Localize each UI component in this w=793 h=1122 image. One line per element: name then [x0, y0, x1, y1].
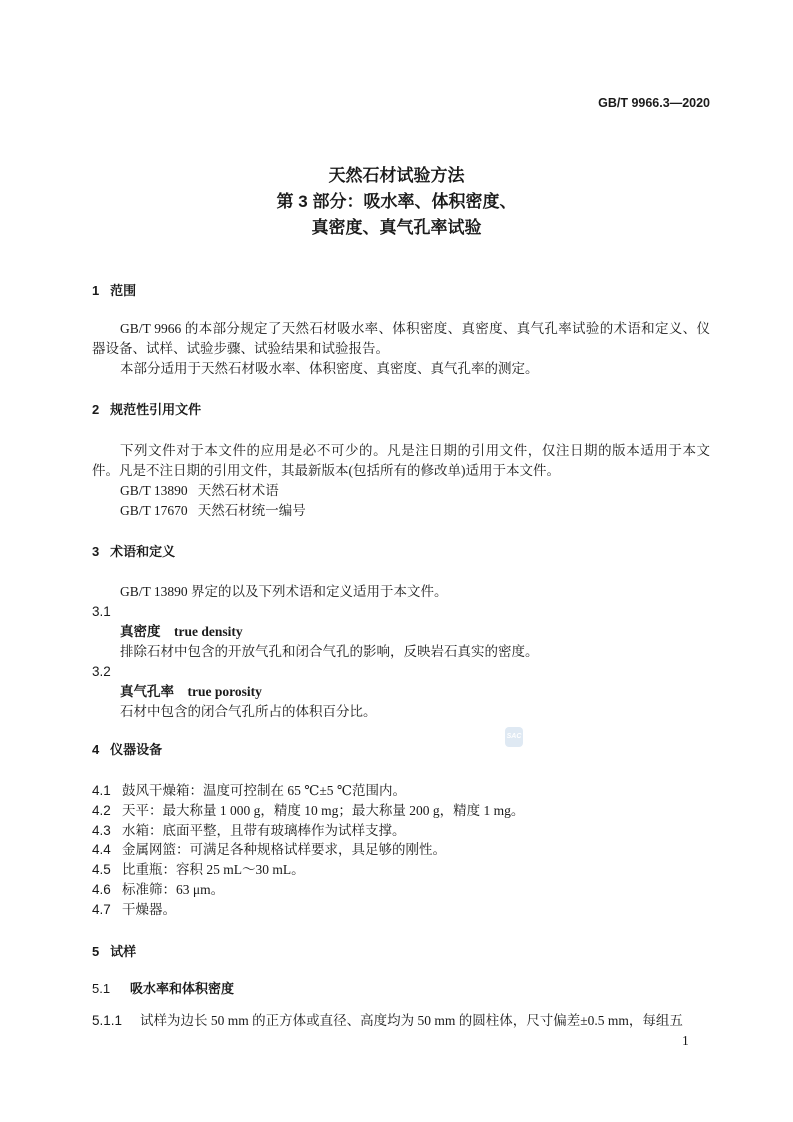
item-number: 4.6 [92, 882, 111, 897]
section-1-heading [92, 281, 136, 301]
section-title: 试样 [110, 944, 137, 959]
section-2-heading [92, 400, 201, 420]
subsection-heading [92, 979, 234, 999]
item-text: 干燥器。 [122, 901, 176, 917]
equipment-item [92, 860, 305, 880]
section-title: 范围 [110, 283, 137, 298]
reference-item [120, 501, 306, 521]
equipment-item [92, 821, 406, 841]
sac-watermark-logo: SAC [505, 727, 523, 747]
section-title: 术语和定义 [110, 544, 176, 559]
title-line-1: 天然石材试验方法 [328, 166, 465, 185]
subsection-number: 5.1 [92, 981, 111, 996]
clause-text: 试样为边长 50 mm 的正方体或直径、高度均为 50 mm 的圆柱体，尺寸偏差±0.5 mm，每组五 [140, 1013, 683, 1028]
subsection-title: 吸水率和体积密度 [130, 981, 235, 996]
item-text: 天平：最大称量 1 000 g，精度 10 mg；最大称量 200 g，精度 1 mg。 [122, 802, 525, 818]
reference-code: GB/T 17670 [120, 503, 188, 518]
paragraph: 本部分适用于天然石材吸水率、体积密度、真密度、真气孔率的测定。 [120, 361, 539, 376]
term-definition: 排除石材中包含的开放气孔和闭合气孔的影响，反映岩石真实的密度。 [120, 644, 539, 659]
term-en: true porosity [187, 684, 262, 699]
item-text: 标准筛：63 μm。 [122, 882, 225, 897]
clause [92, 1011, 683, 1031]
item-text: 鼓风干燥箱：温度可控制在 65 ℃±5 ℃范围内。 [122, 783, 406, 798]
title-line-2: 第 3 部分：吸水率、体积密度、 [276, 192, 517, 211]
paragraph: GB/T 13890 界定的以及下列术语和定义适用于本文件。 [120, 584, 448, 599]
reference-title: 天然石材统一编号 [197, 503, 306, 518]
term-number: 3.2 [92, 664, 111, 679]
equipment-item [92, 840, 446, 860]
standard-number: GB/T 9966.3—2020 [598, 96, 710, 110]
term-name [120, 622, 243, 642]
term-name [120, 682, 262, 702]
equipment-item [92, 801, 524, 821]
term-definition: 石材中包含的闭合气孔所占的体积百分比。 [120, 704, 377, 719]
item-text: 金属网篮：可满足各种规格试样要求，具足够的刚性。 [122, 842, 446, 858]
item-number: 4.1 [92, 783, 111, 798]
equipment-item [92, 900, 176, 920]
term-zh: 真气孔率 [120, 684, 174, 699]
reference-code: GB/T 13890 [120, 483, 188, 498]
item-number: 4.7 [92, 901, 111, 917]
section-title: 仪器设备 [110, 742, 163, 757]
equipment-item [92, 880, 224, 900]
item-number: 4.5 [92, 862, 111, 878]
term-en: true density [174, 624, 243, 639]
item-number: 4.3 [92, 822, 111, 838]
item-text: 水箱：底面平整，且带有玻璃棒作为试样支撑。 [122, 822, 406, 838]
item-number: 4.2 [92, 802, 111, 818]
section-number: 4 [92, 742, 100, 757]
item-number: 4.4 [92, 842, 111, 858]
section-title: 规范性引用文件 [110, 402, 202, 417]
section-number: 3 [92, 544, 100, 559]
section-3-heading [92, 542, 175, 562]
paragraph: 下列文件对于本文件的应用是必不可少的。凡是注日期的引用文件，仅注日期的版本适用于本文 [120, 443, 710, 458]
section-4-heading [92, 740, 162, 760]
paragraph: 器设备、试样、试验步骤、试验结果和试验报告。 [92, 341, 389, 356]
paragraph: 件。凡是不注日期的引用文件，其最新版本(包括所有的修改单)适用于本文件。 [92, 463, 560, 478]
reference-title: 天然石材术语 [197, 483, 279, 498]
section-5-heading [92, 942, 136, 962]
term-number: 3.1 [92, 604, 111, 619]
paragraph: GB/T 9966 的本部分规定了天然石材吸水率、体积密度、真密度、真气孔率试验的术语和定义、仪 [120, 321, 710, 336]
section-number: 1 [92, 283, 100, 298]
term-zh: 真密度 [120, 624, 161, 639]
page-number: 1 [682, 1033, 689, 1048]
title-line-3: 真密度、真气孔率试验 [311, 218, 482, 237]
section-number: 5 [92, 944, 100, 959]
equipment-item [92, 781, 406, 801]
clause-number: 5.1.1 [92, 1013, 123, 1028]
section-number: 2 [92, 402, 100, 417]
reference-item [120, 481, 279, 501]
item-text: 比重瓶：容积 25 mL～30 mL。 [122, 862, 305, 878]
